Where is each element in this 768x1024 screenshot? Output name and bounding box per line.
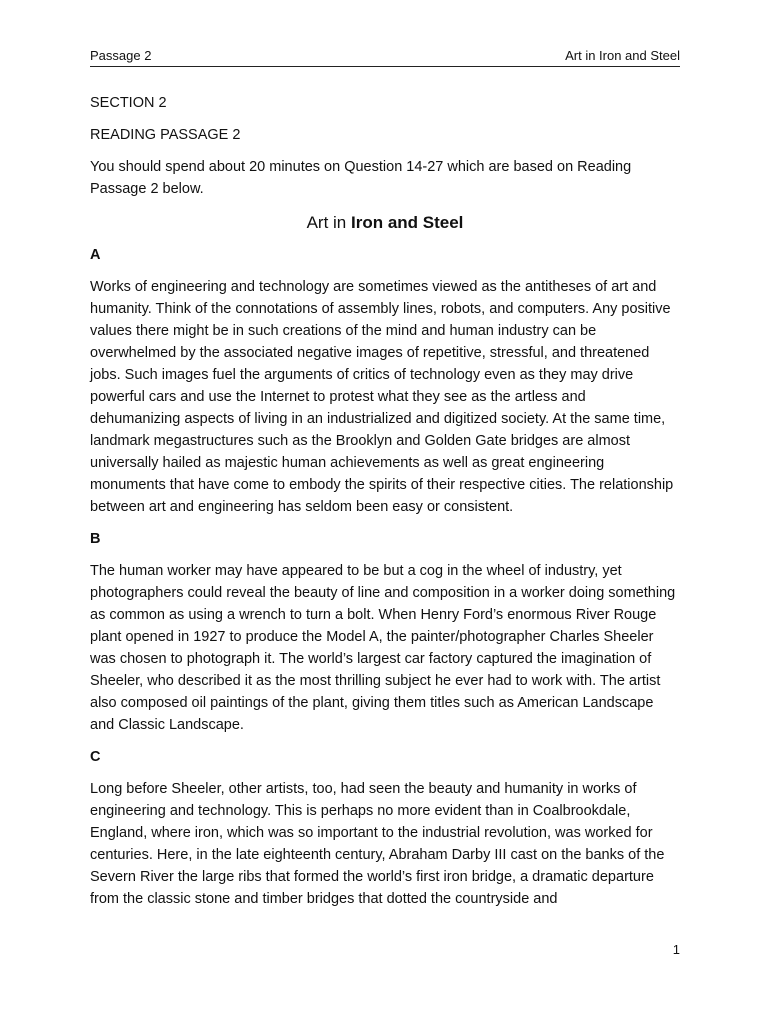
- paragraph-c: Long before Sheeler, other artists, too, had seen the beauty and humanity in works of engineering and technology. This is perhaps no more evident than in Coalbrookdale, England, where iron, which was so important to the industrial revolution, was worked for centuries. Here, in the late eighteenth century, Abraham Darby III cast on the banks of the Severn River the large ribs that formed the world’s first iron bridge, a dramatic departure from the classic stone and timber bridges that dotted the countryside and: [90, 781, 665, 907]
- reading-passage-label: READING PASSAGE 2: [90, 127, 241, 143]
- title-bold: Iron and Steel: [350, 213, 464, 232]
- section-letter-a: A: [90, 247, 101, 263]
- paragraph-b: The human worker may have appeared to be but a cog in the wheel of industry, yet photographers could reveal the beauty of line and composition in a worker doing something as common as using a wrench to turn a bolt. When Henry Ford’s enormous River Rouge plant opened in 1927 to produce the Model A, the painter/photographer Charles Sheeler was chosen to photograph it. The world’s largest car factory captured the imagination of Sheeler, who described it as the most thrilling subject he ever had to work with. The artist also composed oil paintings of the plant, giving them titles such as American Landscape and Classic Landscape.: [90, 563, 676, 733]
- section-letter-b: B: [90, 531, 101, 547]
- section-label: SECTION 2: [90, 95, 167, 111]
- header-right: Art in Iron and Steel: [565, 48, 680, 63]
- title-plain: Art in: [306, 213, 351, 232]
- passage-title: [90, 210, 680, 236]
- document-body: [90, 92, 680, 920]
- page-number: 1: [672, 942, 680, 957]
- page-header: [90, 46, 680, 67]
- section-letter-c: C: [90, 749, 101, 765]
- instruction-text: You should spend about 20 minutes on Question 14-27 which are based on Reading Passage 2 below.: [90, 159, 632, 197]
- header-left: Passage 2: [90, 48, 152, 63]
- paragraph-a: Works of engineering and technology are sometimes viewed as the antitheses of art and humanity. Think of the connotations of assembly lines, robots, and computers. Any positive values there might be in such creations of the mind and human industry can be overwhelmed by the associated negative images of repetitive, stressful, and threatened jobs. Such images fuel the arguments of critics of technology even as they may drive powerful cars and use the Internet to protest what they see as the artless and dehumanizing aspects of living in an industrialized and digitized society. At the same time, landmark megastructures such as the Brooklyn and Golden Gate bridges are almost universally hailed as majestic human achievements as well as great engineering monuments that have come to embody the spirits of their respective cities. The relationship between art and engineering has seldom been easy or consistent.: [90, 279, 674, 515]
- document-page: [90, 0, 680, 1024]
